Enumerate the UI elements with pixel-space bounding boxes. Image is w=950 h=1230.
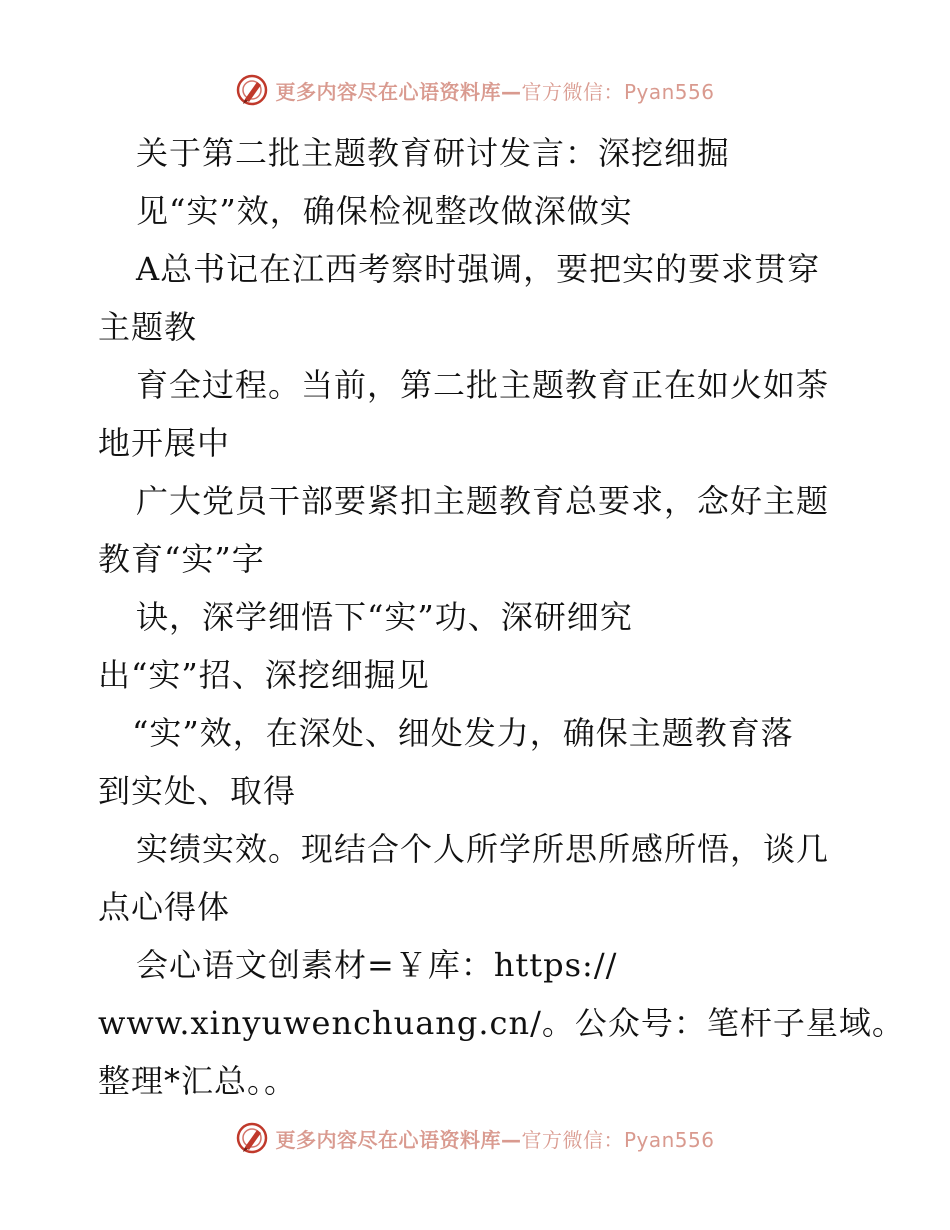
- paragraph-line: 点心得体: [98, 888, 231, 926]
- url-line: www.xinyuwenchuang.cn/。公众号：笔杆子星域。: [98, 1004, 905, 1042]
- paragraph-line: 教育“实”字: [98, 540, 265, 578]
- paragraph-line: 到实处、取得: [98, 772, 297, 810]
- watermark-text: 更多内容尽在心语资料库—官方微信：Pyan556: [275, 1127, 715, 1152]
- title-line-1: 关于第二批主题教育研讨发言：深挖细掘: [136, 134, 731, 172]
- paragraph-line: 出“实”招、深挖细掘见: [98, 656, 430, 694]
- document-body: [98, 124, 905, 1110]
- paragraph-line: A总书记在江西考察时强调，要把实的要求贯穿: [136, 250, 821, 288]
- paragraph-line: “实”效，在深处、细处发力，确保主题教育落: [132, 714, 794, 752]
- pen-logo-icon: [235, 1121, 269, 1155]
- paragraph-line: 整理*汇总。。: [98, 1062, 298, 1100]
- paragraph-line: 广大党员干部要紧扣主题教育总要求，念好主题: [136, 482, 830, 520]
- watermark-contact: 官方微信：Pyan556: [521, 79, 715, 104]
- paragraph-line: 会心语文创素材=￥库：https://: [136, 946, 618, 984]
- title-line-2: 见“实”效，确保检视整改做深做实: [136, 192, 633, 230]
- pen-logo-icon: [235, 73, 269, 107]
- paragraph-line: 诀，深学细悟下“实”功、深研细究: [136, 598, 633, 636]
- paragraph-line: 地开展中: [98, 424, 231, 462]
- watermark-contact: 官方微信：Pyan556: [521, 1127, 715, 1152]
- paragraph-line: 主题教: [98, 308, 198, 346]
- paragraph-line: 实绩实效。现结合个人所学所思所感所悟，谈几: [136, 830, 830, 868]
- footer-watermark-banner: [0, 1118, 950, 1158]
- paragraph-line: 育全过程。当前，第二批主题教育正在如火如荼: [136, 366, 830, 404]
- watermark-text: 更多内容尽在心语资料库—官方微信：Pyan556: [275, 79, 715, 104]
- header-watermark-banner: [0, 70, 950, 110]
